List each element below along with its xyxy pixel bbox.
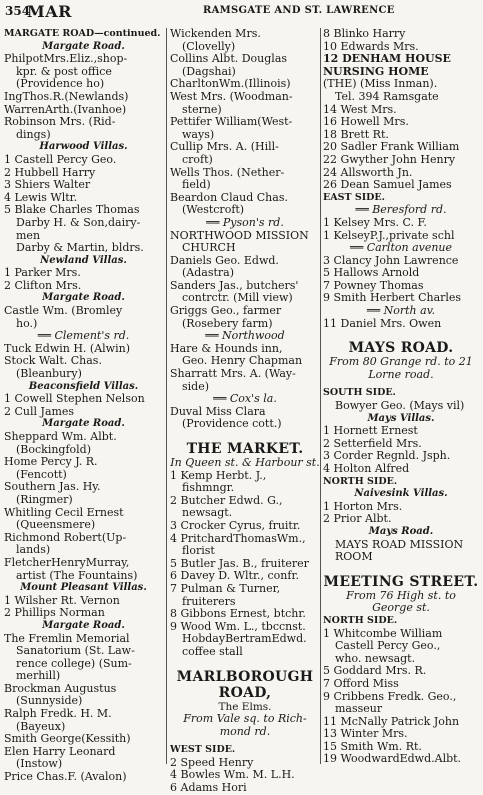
cross-street: mond rd. [219,724,271,738]
directory-entry: Sheppard Wm. Albt. [4,431,117,443]
page-number: 354 [5,4,31,18]
cross-street: From Vale sq. to Rich- [183,712,307,726]
directory-entry: 5 Goddard Mrs. R. [323,665,427,678]
street-subheading: Mays Road. [368,525,434,537]
directory-entry: Stock Walt. Chas. [4,355,102,368]
street-title: MARLBOROUGH [176,668,314,685]
bold-entry: 12 DENHAM HOUSE [323,53,451,66]
street-title: MEETING STREET. [323,573,479,590]
directory-entry: 8 Blinko Harry [323,28,406,40]
directory-entry: The Fremlin Memorial [4,632,130,645]
directory-entry-continuation: kpr. & post office [16,65,112,78]
directory-entry: 1 Castell Percy Geo. [4,153,117,166]
street-subheading: Newland Villas. [40,254,127,266]
directory-entry-continuation: (Providence cott.) [182,418,282,431]
directory-entry: Sharratt Mrs. A. (Way- [170,368,296,381]
directory-entry: 4 Holton Alfred [323,463,410,475]
directory-entry: Ralph Fredk. H. M. [4,708,112,721]
cross-street: ══ North av. [366,304,436,318]
directory-entry-continuation: Tel. 394 Ramsgate [335,90,439,103]
directory-entry: Griggs Geo., farmer [170,305,282,318]
directory-entry-continuation: (Sunnyside) [16,695,83,708]
cross-street: ══ Cox's la. [213,392,277,406]
street-subheading: Margate Road. [42,40,125,52]
spacer [170,659,320,669]
directory-entry: (THE) (Miss Inman). [323,78,438,91]
cross-street: From 76 High st. to [346,588,456,602]
directory-entry: 1 Wilsher Rt. Vernon [4,594,120,607]
directory-entry-continuation: coffee stall [182,645,243,658]
column-divider [166,28,167,764]
directory-entry-continuation: MAYS ROAD MISSION [335,538,464,551]
page-header [5,2,478,24]
directory-entry: 3 Crocker Cyrus, fruitr. [170,519,301,532]
directory-entry: 2 Phillips Norman [4,607,105,620]
directory-entry: 4 Bowles Wm. M. L.H. [170,769,295,782]
directory-entry-continuation: lands) [16,544,51,557]
directory-entry: 26 Dean Samuel James [323,179,452,192]
side-heading: NORTH SIDE. [323,475,398,487]
directory-entry-continuation: (Providence ho) [16,78,105,91]
directory-entry-continuation: sterne) [182,103,222,116]
directory-entry: 9 Cribbens Fredk. Geo., [323,690,457,703]
directory-entry: 2 Setterfield Mrs. [323,437,422,450]
directory-entry: 1 KelseyP.J.,private schl [323,229,455,242]
directory-entry: 5 Butler Jas. B., fruiterer [170,557,309,570]
directory-entry: Castle Wm. (Bromley [4,305,123,318]
directory-entry: West Mrs. (Woodman- [170,90,293,103]
directory-entry: Southern Jas. Hy. [4,481,101,494]
directory-entry: 16 Howell Mrs. [323,116,409,129]
directory-entry-continuation: florist [182,545,215,558]
directory-entry: 6 Davey D. Wltr., confr. [170,570,299,583]
directory-entry: Hare & Hounds inn, [170,342,283,355]
directory-entry: Daniels Geo. Edwd. [170,254,279,267]
column-divider [320,28,321,764]
directory-entry: 3 Clancy John Lawrence [323,254,459,267]
directory-entry: 5 Blake Charles Thomas [4,204,140,217]
street-subheading: Margate Road. [42,418,125,430]
side-heading: SOUTH SIDE. [323,387,396,399]
directory-entry-continuation: masseur [335,703,383,716]
directory-entry-continuation: dings) [16,128,51,141]
directory-entry-continuation: (Fencott) [16,468,67,481]
directory-entry-continuation: (Dagshai) [182,65,236,78]
directory-entry-continuation: (Instow) [16,758,63,771]
directory-entry-continuation: Bowyer Geo. (Mays vil) [335,400,465,413]
directory-entry: Elen Harry Leonard [4,745,116,758]
directory-entry-continuation: (Ringmer) [16,493,73,506]
street-title: ROAD, [218,684,272,701]
directory-entry-continuation: Castell Percy Geo., [335,640,441,653]
directory-entry-continuation: newsagt. [182,507,233,520]
directory-entry-continuation: who. newsagt. [335,652,416,665]
directory-entry: 2 Prior Albt. [323,513,392,526]
directory-entry: 4 Lewis Wltr. [4,191,78,204]
cross-street: From 80 Grange rd. to 21 [329,355,473,369]
directory-entry-continuation: contrctr. (Mill view) [182,292,293,305]
directory-entry: Brockman Augustus [4,682,117,695]
directory-entry: 1 Parker Mrs. [4,267,81,280]
street-subheading: Naivesink Villas. [354,488,448,500]
directory-entry: PhilpotMrs.Eliz.,shop- [4,53,128,66]
side-heading: MARGATE ROAD—continued. [4,28,161,39]
spacer [323,330,479,340]
directory-entry: 6 Adams Hori [170,782,247,795]
directory-entry: Price Chas.F. (Avalon) [4,771,127,784]
directory-entry: 19 WoodwardEdwd.Albt. [323,753,462,766]
directory-entry: 2 Speed Henry [170,756,254,769]
directory-entry-continuation: Darby H. & Son,dairy- [16,216,141,229]
directory-entry: Sanders Jas., butchers' [170,279,299,292]
directory-entry: 1 Cowell Stephen Nelson [4,393,145,406]
directory-entry: 9 Wood Wm. L., tbccnst. [170,620,306,633]
directory-entry: 7 Offord Miss [323,677,399,690]
street-subheading: Harwood Villas. [39,141,128,153]
directory-entry: Beardon Claud Chas. [170,191,288,204]
directory-entry: 14 West Mrs. [323,103,397,116]
directory-entry: 2 Cull James [4,405,75,418]
directory-entry: Collins Albt. Douglas [170,53,288,66]
directory-entry: 1 Kemp Herbt. J., [170,469,267,482]
cross-street: In Queen st. & Harbour st. [170,456,320,469]
directory-entry-continuation: CHURCH [182,242,236,255]
directory-entry: 24 Allsworth Jn. [323,166,413,179]
directory-entry-continuation: (Queensmere) [16,519,96,532]
directory-entry: 3 Corder Regnld. Jsph. [323,450,451,463]
directory-entry: 20 Sadler Frank William [323,141,460,154]
directory-entry-continuation: men [16,229,41,242]
directory-entry-continuation: Geo. Henry Chapman [182,355,303,368]
directory-entry-continuation: (Clovelly) [182,40,236,53]
street-subheading: Margate Road. [42,619,125,631]
directory-entry: 3 Shiers Walter [4,179,91,192]
street-subheading: Beaconsfield Villas. [28,380,139,392]
directory-entry-continuation: HobdayBertramEdwd. [182,633,307,646]
directory-entry: WarrenArth.(Ivanhoe) [4,103,127,116]
street-title: THE MARKET. [186,441,304,457]
directory-entry: Duval Miss Clara [170,405,266,418]
spacer [323,564,479,574]
header-word: MAR [27,2,72,21]
directory-entry: 11 Daniel Mrs. Owen [323,317,442,330]
directory-entry-continuation: fishmngr. [182,482,235,495]
directory-entry: Wickenden Mrs. [170,28,261,40]
cross-street: George st. [372,601,430,615]
directory-entry: 2 Clifton Mrs. [4,279,82,292]
directory-entry: 22 Gwyther John Henry [323,153,456,166]
directory-entry-continuation: artist (The Fountains) [16,569,138,582]
directory-entry: 5 Hallows Arnold [323,267,420,280]
directory-entry: Wells Thos. (Nether- [170,166,285,179]
street-subheading: Mount Pleasant Villas. [20,582,147,594]
directory-entry: Smith George(Kessith) [4,733,131,746]
directory-entry: NORTHWOOD MISSION [170,229,309,242]
bold-entry: NURSING HOME [323,65,429,78]
directory-entry-continuation: fruiterers [182,595,236,608]
directory-entry: 1 Hornett Ernest [323,425,418,438]
spacer [170,431,320,441]
column-3 [323,28,479,766]
directory-entry: 18 Brett Rt. [323,128,389,141]
directory-entry: Richmond Robert(Up- [4,531,127,544]
directory-entry-continuation: ways) [182,128,215,141]
side-heading: EAST SIDE. [323,191,385,203]
directory-entry-continuation: rence college) (Sum- [16,657,132,670]
directory-entry: FletcherHenryMurray, [4,556,130,569]
street-subheading: Mays Villas. [367,412,435,424]
directory-entry-continuation: (Bockingfold) [16,443,92,456]
directory-entry: 9 Smith Herbert Charles [323,292,462,305]
directory-entry: 1 Whitcombe William [323,627,443,640]
directory-entry-continuation: Sanatorium (St. Law- [16,645,135,658]
directory-entry: 10 Edwards Mrs. [323,40,419,53]
street-title: MAYS ROAD. [348,340,454,357]
directory-entry-continuation: Darby & Martin, bldrs. [16,242,144,255]
directory-entry: IngThos.R.(Newlands) [4,90,129,103]
directory-entry-continuation: (Bayeux) [16,720,66,733]
column-1 [4,28,163,784]
directory-entry-continuation: ROOM [335,551,373,564]
directory-entry: 7 Pulman & Turner, [170,582,281,595]
directory-entry: Tuck Edwin H. (Alwin) [4,342,130,355]
directory-entry: Robinson Mrs. (Rid- [4,116,116,129]
directory-entry: Pettifer William(West- [170,116,293,129]
cross-street: ══ Carlton avenue [349,241,453,255]
directory-entry-continuation: (Bleanbury) [16,368,82,381]
directory-entry: Home Percy J. R. [4,456,98,469]
directory-entry: 13 Winter Mrs. [323,728,408,741]
directory-entry: 1 Horton Mrs. [323,500,403,513]
directory-entry: 2 Hubbell Harry [4,166,96,179]
directory-entry-continuation: merhill) [16,670,61,683]
directory-entry-continuation: field) [182,179,211,192]
directory-entry: 4 PritchardThomasWm., [170,532,306,545]
cross-street: ══ Pyson's rd. [206,215,284,229]
directory-entry-continuation: (Westcroft) [182,204,245,217]
cross-street: ══ Beresford rd. [355,203,447,217]
directory-entry: Cullip Mrs. A. (Hill- [170,141,279,154]
directory-entry: CharltonWm.(Illinois) [170,78,291,91]
side-heading: NORTH SIDE. [323,614,398,626]
directory-entry-continuation: side) [182,380,210,393]
cross-street: Lorne road. [368,367,434,381]
running-head: RAMSGATE AND ST. LAWRENCE [203,5,395,16]
directory-entry: Whitling Cecil Ernest [4,506,124,519]
street-subheading: Margate Road. [42,292,125,304]
directory-entry-continuation: (Rosebery farm) [182,317,273,330]
cross-street: ══ Clement's rd. [37,329,130,343]
cross-street: ══ Northwood [205,329,285,343]
directory-entry: 11 McNally Patrick John [323,715,460,728]
directory-entry: 2 Butcher Edwd. G., [170,494,283,507]
directory-entry: 15 Smith Wm. Rt. [323,740,422,753]
directory-entry: 8 Gibbons Ernest, btchr. [170,608,306,621]
directory-entry-continuation: ho.) [16,317,38,330]
column-2 [170,28,320,795]
side-heading: WEST SIDE. [170,744,236,756]
directory-entry-continuation: (Adastra) [182,267,235,280]
street-subtitle: The Elms. [218,700,272,713]
directory-entry: 7 Powney Thomas [323,279,424,292]
directory-entry-continuation: croft) [182,153,213,166]
directory-entry: 1 Kelsey Mrs. C. F. [323,216,427,229]
